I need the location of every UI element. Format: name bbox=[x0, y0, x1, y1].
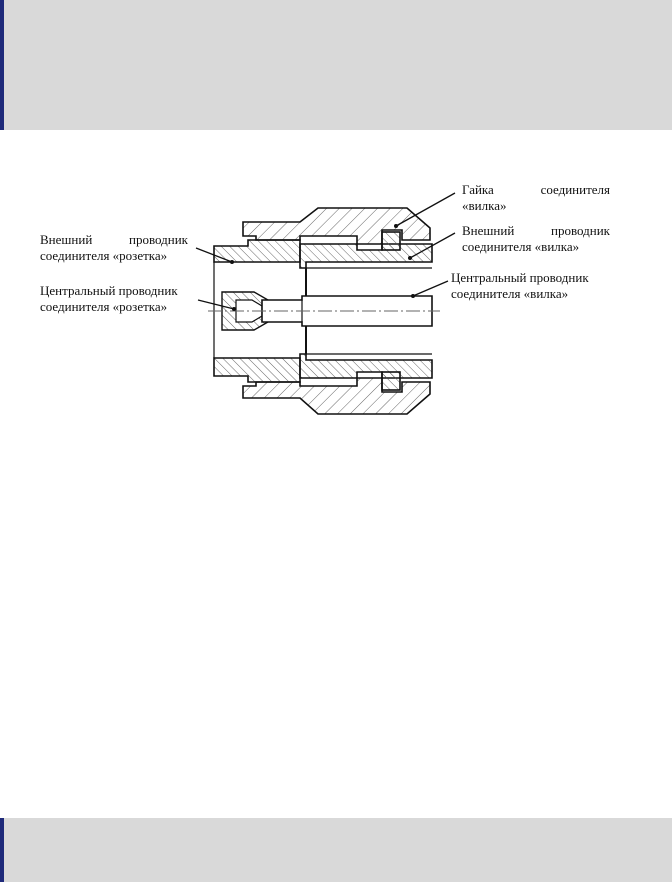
label-center-conductor-socket bbox=[40, 283, 190, 315]
label-outer-plug-line2: соединителя «вилка» bbox=[462, 239, 580, 254]
label-nut-word2: соединителя bbox=[540, 182, 610, 197]
label-center-plug-line2: соединителя «вилка» bbox=[451, 286, 569, 301]
outer-conductor-socket-top bbox=[214, 240, 300, 262]
nut-bottom-section bbox=[243, 378, 430, 414]
nut-top-section bbox=[243, 208, 430, 244]
label-center-socket-line2: соединителя «розетка» bbox=[40, 299, 168, 314]
label-nut-word1: Гайка bbox=[462, 182, 494, 197]
label-outer-socket-word2: проводник bbox=[129, 232, 188, 247]
label-center-plug-line1: Центральный проводник bbox=[451, 270, 589, 285]
label-outer-plug-word1: Внешний bbox=[462, 223, 515, 238]
label-center-conductor-plug bbox=[451, 270, 611, 302]
outer-conductor-socket-bottom bbox=[214, 358, 300, 382]
label-outer-socket-word1: Внешний bbox=[40, 232, 93, 247]
label-center-socket-line1: Центральный проводник bbox=[40, 283, 178, 298]
outer-conductor-plug-top bbox=[300, 244, 432, 268]
label-nut-plug bbox=[462, 182, 610, 214]
label-outer-plug-word2: проводник bbox=[551, 223, 610, 238]
retaining-ring-top bbox=[382, 232, 400, 250]
retaining-ring-bottom bbox=[382, 372, 400, 390]
label-outer-socket-line2: соединителя «розетка» bbox=[40, 248, 168, 263]
label-outer-conductor-socket bbox=[40, 232, 188, 264]
label-outer-conductor-plug bbox=[462, 223, 610, 255]
outer-conductor-plug-bottom bbox=[300, 354, 432, 378]
label-nut-line2: «вилка» bbox=[462, 198, 507, 213]
